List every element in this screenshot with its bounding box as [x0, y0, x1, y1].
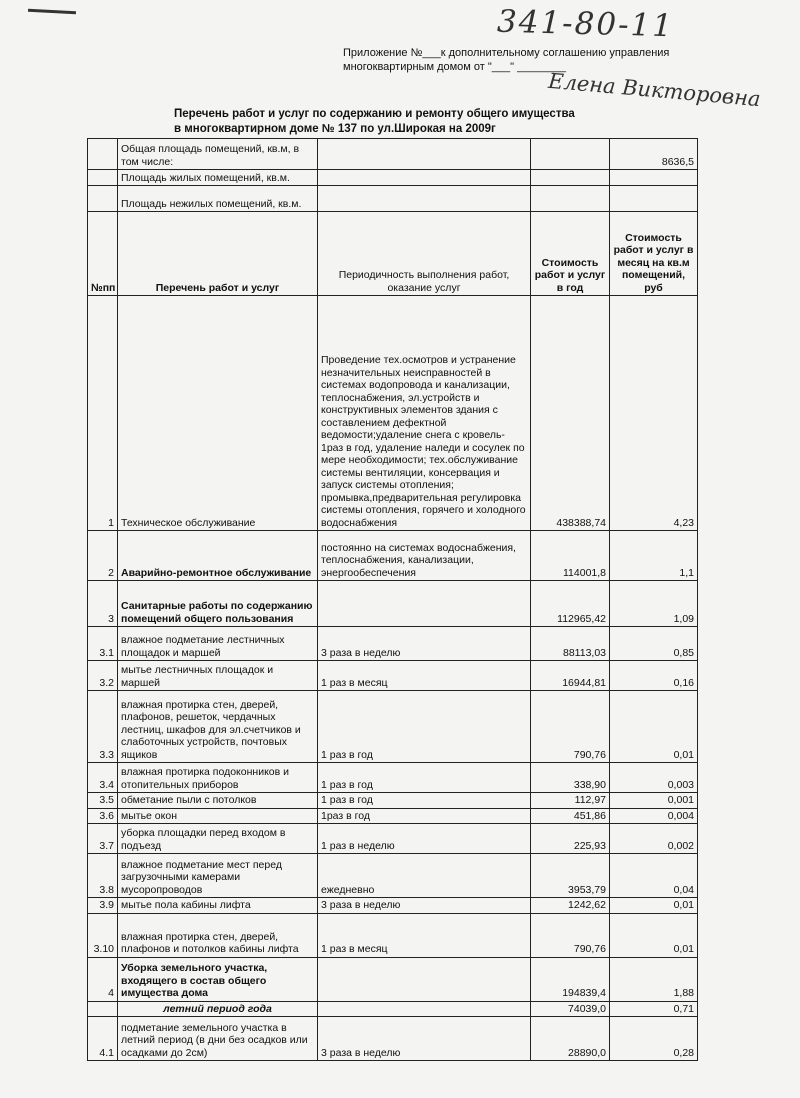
- row-month-cost: 1,09: [610, 581, 698, 627]
- row-year-cost: 790,76: [531, 691, 610, 763]
- row-year-cost: 74039,0: [531, 1001, 610, 1017]
- row-year-cost: 338,90: [531, 763, 610, 793]
- table-row: [88, 854, 698, 898]
- area-nonliving-row: [88, 186, 698, 212]
- title-line-1: Перечень работ и услуг по содержанию и ремонту общего имущества: [174, 108, 575, 120]
- row-period: [318, 1001, 531, 1017]
- appendix-line-2: многоквартирным домом от "___" ________: [343, 61, 567, 73]
- row-num: 3.10: [88, 913, 118, 957]
- row-month-cost: 0,85: [610, 627, 698, 661]
- row-year-cost: 16944,81: [531, 661, 610, 691]
- row-work: влажная протирка подоконников и отопительных приборов: [118, 763, 318, 793]
- row-month-cost: 0,001: [610, 793, 698, 809]
- row-work: мытье лестничных площадок и маршей: [118, 661, 318, 691]
- row-num: 4: [88, 957, 118, 1001]
- table-row: [88, 898, 698, 914]
- row-num: 3: [88, 581, 118, 627]
- row-period: 1 раз в месяц: [318, 913, 531, 957]
- table-row: [88, 691, 698, 763]
- row-period: 1 раз в год: [318, 691, 531, 763]
- row-num: 3.3: [88, 691, 118, 763]
- row-num: 3.9: [88, 898, 118, 914]
- row-month-cost: 0,71: [610, 1001, 698, 1017]
- area-nonliving-label: Площадь нежилых помещений, кв.м.: [118, 186, 318, 212]
- row-work: влажное подметание лестничных площадок и маршей: [118, 627, 318, 661]
- row-work: влажная протирка стен, дверей, плафонов и потолков кабины лифта: [118, 913, 318, 957]
- row-num: 3.5: [88, 793, 118, 809]
- header-period: Периодичность выполнения работ, оказание услуг: [318, 212, 531, 296]
- appendix-line-1: Приложение №___к дополнительному соглашению управления: [343, 47, 670, 59]
- row-month-cost: 0,004: [610, 808, 698, 824]
- row-period: постоянно на системах водоснабжения, теплоснабжения, канализации, энергообеспечения: [318, 531, 531, 581]
- row-num: 1: [88, 296, 118, 531]
- row-num: 3.1: [88, 627, 118, 661]
- row-work: Уборка земельного участка, входящего в состав общего имущества дома: [118, 957, 318, 1001]
- row-work: влажное подметание мест перед загрузочными камерами мусоропроводов: [118, 854, 318, 898]
- row-period: 1 раз в год: [318, 793, 531, 809]
- table-row: [88, 793, 698, 809]
- row-work: мытье окон: [118, 808, 318, 824]
- row-num: 2: [88, 531, 118, 581]
- row-work: мытье пола кабины лифта: [118, 898, 318, 914]
- row-year-cost: 790,76: [531, 913, 610, 957]
- row-num: 3.8: [88, 854, 118, 898]
- table-row: [88, 763, 698, 793]
- table-row: [88, 627, 698, 661]
- handwritten-dash-mark: [28, 9, 76, 15]
- row-period: 3 раза в неделю: [318, 627, 531, 661]
- row-month-cost: 1,1: [610, 531, 698, 581]
- row-period: 3 раза в неделю: [318, 1017, 531, 1061]
- row-work: обметание пыли с потолков: [118, 793, 318, 809]
- row-period: 1 раз в неделю: [318, 824, 531, 854]
- title-line-2: в многоквартирном доме № 137 по ул.Широкая на 2009г: [174, 123, 496, 135]
- row-num: [88, 1001, 118, 1017]
- row-month-cost: 0,002: [610, 824, 698, 854]
- row-month-cost: 4,23: [610, 296, 698, 531]
- row-period: 1 раз в год: [318, 763, 531, 793]
- row-year-cost: 1242,62: [531, 898, 610, 914]
- row-year-cost: 88113,03: [531, 627, 610, 661]
- table-row: [88, 808, 698, 824]
- appendix-note: [343, 46, 669, 74]
- row-month-cost: 1,88: [610, 957, 698, 1001]
- row-month-cost: 0,01: [610, 898, 698, 914]
- header-month-cost: Стоимость работ и услуг в месяц на кв.м помещений, руб: [610, 212, 698, 296]
- area-total-label: Общая площадь помещений, кв.м, в том числе:: [118, 139, 318, 170]
- row-month-cost: 0,16: [610, 661, 698, 691]
- row-month-cost: 0,01: [610, 913, 698, 957]
- row-year-cost: 3953,79: [531, 854, 610, 898]
- area-total-value: 8636,5: [610, 139, 698, 170]
- header-work: Перечень работ и услуг: [118, 212, 318, 296]
- row-num: 3.6: [88, 808, 118, 824]
- row-work: Аварийно-ремонтное обслуживание: [118, 531, 318, 581]
- table-row: [88, 913, 698, 957]
- row-year-cost: 114001,8: [531, 531, 610, 581]
- row-work: летний период года: [118, 1001, 318, 1017]
- table-row: [88, 1017, 698, 1061]
- row-year-cost: 225,93: [531, 824, 610, 854]
- area-living-label: Площадь жилых помещений, кв.м.: [118, 170, 318, 186]
- row-period: 1 раз в месяц: [318, 661, 531, 691]
- area-total-row: [88, 139, 698, 170]
- row-work: Техническое обслуживание: [118, 296, 318, 531]
- row-period: 1раз в год: [318, 808, 531, 824]
- table-row: [88, 581, 698, 627]
- table-row: [88, 824, 698, 854]
- row-period: 3 раза в неделю: [318, 898, 531, 914]
- row-num: 3.4: [88, 763, 118, 793]
- handwritten-signature: Елена Викторовна: [547, 68, 762, 112]
- table-row: [88, 296, 698, 531]
- row-num: 3.7: [88, 824, 118, 854]
- row-year-cost: 28890,0: [531, 1017, 610, 1061]
- row-work: Санитарные работы по содержанию помещений общего пользования: [118, 581, 318, 627]
- row-month-cost: 0,28: [610, 1017, 698, 1061]
- row-period: ежедневно: [318, 854, 531, 898]
- row-year-cost: 112,97: [531, 793, 610, 809]
- row-period: Проведение тех.осмотров и устранение незначительных неисправностей в системах водопровода и канализации, теплоснабжения, эл.устройств и конструктивных элементов здания с составлением дефектной ведомости;удаление снега с кровель- 1раз в год, удаление наледи и сосулек по мере необходимости; тех.обслуживание системы вентиляции, консервация и запуск системы отопления; промывка,предварительная регулировка системы отопления, горячего и холодного водоснабжения: [318, 296, 531, 531]
- row-num: 3.2: [88, 661, 118, 691]
- table-row: [88, 1001, 698, 1017]
- row-year-cost: 112965,42: [531, 581, 610, 627]
- row-num: 4.1: [88, 1017, 118, 1061]
- row-month-cost: 0,003: [610, 763, 698, 793]
- table-header-row: [88, 212, 698, 296]
- row-work: влажная протирка стен, дверей, плафонов, решеток, чердачных лестниц, шкафов для эл.счетчиков и слаботочных устройств, почтовых ящиков: [118, 691, 318, 763]
- table-row: [88, 531, 698, 581]
- handwritten-number: 341-80-11: [496, 3, 675, 45]
- row-period: [318, 581, 531, 627]
- table-row: [88, 957, 698, 1001]
- row-year-cost: 438388,74: [531, 296, 610, 531]
- row-work: подметание земельного участка в летний период (в дни без осадков или осадками до 2см): [118, 1017, 318, 1061]
- row-year-cost: 194839,4: [531, 957, 610, 1001]
- area-living-row: [88, 170, 698, 186]
- row-period: [318, 957, 531, 1001]
- row-year-cost: 451,86: [531, 808, 610, 824]
- document-title: [174, 107, 575, 137]
- header-year-cost: Стоимость работ и услуг в год: [531, 212, 610, 296]
- row-month-cost: 0,01: [610, 691, 698, 763]
- works-table: [87, 138, 698, 1061]
- header-num: №пп: [88, 212, 118, 296]
- row-month-cost: 0,04: [610, 854, 698, 898]
- row-work: уборка площадки перед входом в подъезд: [118, 824, 318, 854]
- table-row: [88, 661, 698, 691]
